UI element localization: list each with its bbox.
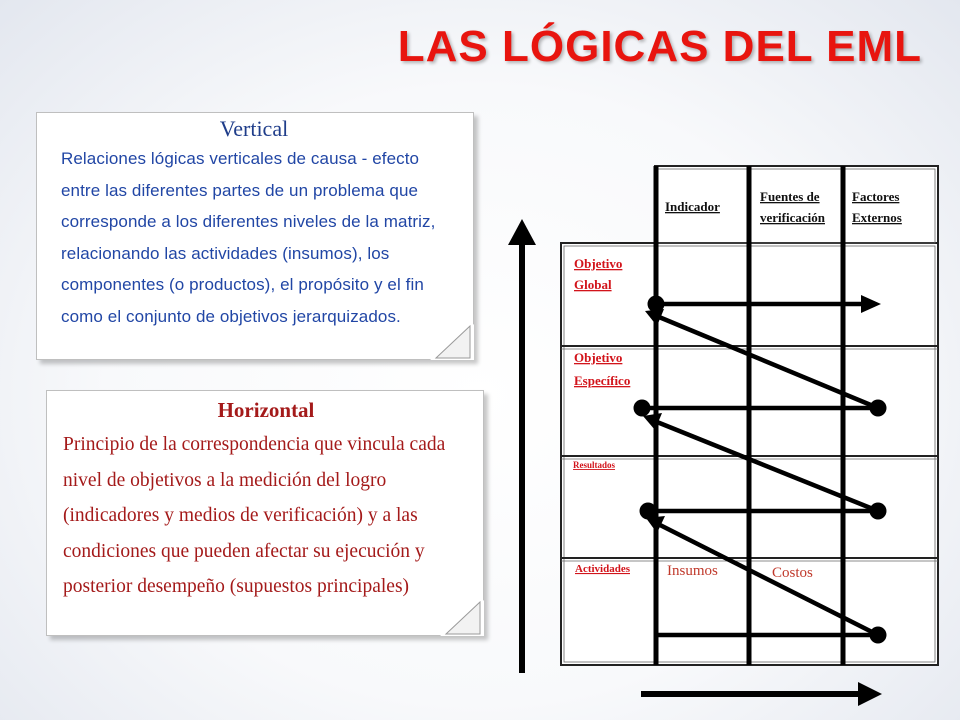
flow-dot bbox=[640, 503, 657, 520]
column-fuentes-line1: Fuentes de bbox=[760, 189, 820, 204]
row-global-line2: Global bbox=[574, 277, 612, 292]
cell-insumos: Insumos bbox=[667, 563, 718, 579]
flow-dot bbox=[648, 296, 665, 313]
vertical-arrow-head bbox=[508, 219, 536, 245]
row-actividades: Actividades bbox=[575, 563, 630, 575]
horizontal-description: Principio de la correspondencia que vincula cada nivel de objetivos a la medición del logro (indicadores y medios de verificación) y a las condiciones que pueden afectar su ejecución y posterior desempeño (supuestos principales) bbox=[63, 434, 446, 597]
row-especifico-line2: Específico bbox=[574, 373, 631, 388]
vertical-description: Relaciones lógicas verticales de causa - efecto entre las diferentes partes de un problema que corresponde a los diferentes niveles de la matriz, relacionando las actividades (insumos), los componentes (o productos), el propósito y el fin como el conjunto de objetivos jerarquizados. bbox=[61, 149, 436, 326]
flow-dot bbox=[870, 503, 887, 520]
row-global-line1: Objetivo bbox=[574, 256, 623, 271]
horizontal-heading: Horizontal bbox=[217, 398, 315, 422]
cell-costos: Costos bbox=[772, 565, 813, 581]
horizontal-arrow-head bbox=[858, 682, 882, 706]
flow-dot bbox=[870, 400, 887, 417]
flow-dot bbox=[634, 400, 651, 417]
vertical-heading: Vertical bbox=[219, 116, 289, 141]
column-fuentes-line2: verificación bbox=[760, 210, 825, 225]
column-factores-line1: Factores bbox=[852, 189, 900, 204]
flow-dot bbox=[870, 627, 887, 644]
page-title: LAS LÓGICAS DEL EML bbox=[397, 22, 922, 71]
column-factores-line2: Externos bbox=[852, 210, 902, 225]
row-especifico-line1: Objetivo bbox=[574, 350, 623, 365]
column-indicador: Indicador bbox=[665, 199, 720, 214]
row-resultados: Resultados bbox=[573, 460, 616, 470]
